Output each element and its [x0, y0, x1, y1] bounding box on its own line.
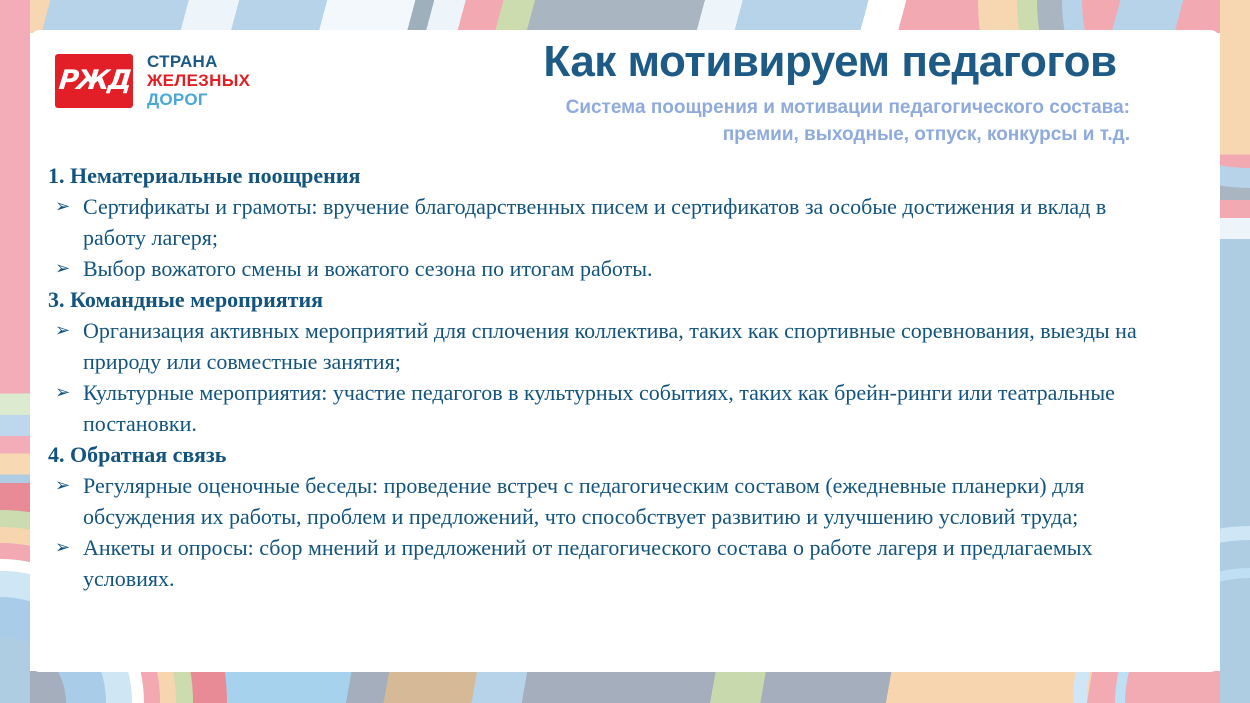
section-heading: 3. Командные мероприятия	[48, 287, 324, 312]
frame-bottom-stripes	[0, 671, 1250, 703]
bullet-arrow-icon: ➢	[55, 537, 71, 558]
bullet-arrow-icon: ➢	[55, 475, 71, 496]
logo-brand-line1: СТРАНА	[147, 52, 218, 71]
bullet-text: Культурные мероприятия: участие педагогов в культурных событиях, таких как брейн-ринги или театральные постановки.	[83, 380, 1115, 436]
list-item	[48, 315, 1198, 377]
section-feedback	[48, 439, 1198, 594]
bullet-text: Сертификаты и грамоты: вручение благодарственных писем и сертификатов за особые достижения и вклад в работу лагеря;	[83, 194, 1107, 250]
slide-panel	[30, 30, 1220, 672]
subtitle	[460, 94, 1200, 148]
section-heading: 1. Нематериальные поощрения	[48, 163, 361, 188]
frame-top-stripes	[0, 0, 1250, 33]
rzd-logo-mark-text: РЖД	[56, 65, 132, 96]
list-item	[48, 253, 1198, 284]
logo-brand-line3: ДОРОГ	[147, 90, 208, 109]
bullet-text: Выбор вожатого смены и вожатого сезона по итогам работы.	[83, 256, 653, 281]
slide-body	[48, 160, 1198, 594]
list-item	[48, 470, 1198, 532]
subtitle-line2: премии, выходные, отпуск, конкурсы и т.д.	[722, 124, 1130, 145]
subtitle-line1: Система поощрения и мотивации педагогического состава:	[565, 97, 1130, 118]
section-team-events	[48, 284, 1198, 439]
bullet-arrow-icon: ➢	[55, 196, 71, 217]
bullet-arrow-icon: ➢	[55, 258, 71, 279]
frame-right-stripe	[1220, 0, 1250, 703]
logo-brand-text	[147, 52, 250, 109]
title-block	[460, 36, 1200, 148]
rzd-logo	[55, 52, 250, 109]
bullet-arrow-icon: ➢	[55, 320, 71, 341]
bullet-text: Регулярные оценочные беседы: проведение встреч с педагогическим составом (ежедневные планерки) для обсуждения их работы, проблем и предложений, что способствует развитию и улучшению условий труда;	[83, 473, 1085, 529]
section-heading: 4. Обратная связь	[48, 442, 227, 467]
rzd-logo-icon	[55, 54, 133, 108]
frame-left-stripe	[0, 0, 30, 703]
bullet-text: Анкеты и опросы: сбор мнений и предложений от педагогического состава о работе лагеря и предлагаемых условиях.	[83, 535, 1093, 591]
list-item	[48, 377, 1198, 439]
list-item	[48, 532, 1198, 594]
page-title: Как мотивируем педагогов	[543, 37, 1117, 86]
bullet-arrow-icon: ➢	[55, 382, 71, 403]
list-item	[48, 191, 1198, 253]
section-nonmaterial-rewards	[48, 160, 1198, 284]
bullet-text: Организация активных мероприятий для сплочения коллектива, таких как спортивные соревнования, выезды на природу или совместные занятия;	[83, 318, 1137, 374]
logo-brand-line2: ЖЕЛЕЗНЫХ	[147, 71, 251, 90]
